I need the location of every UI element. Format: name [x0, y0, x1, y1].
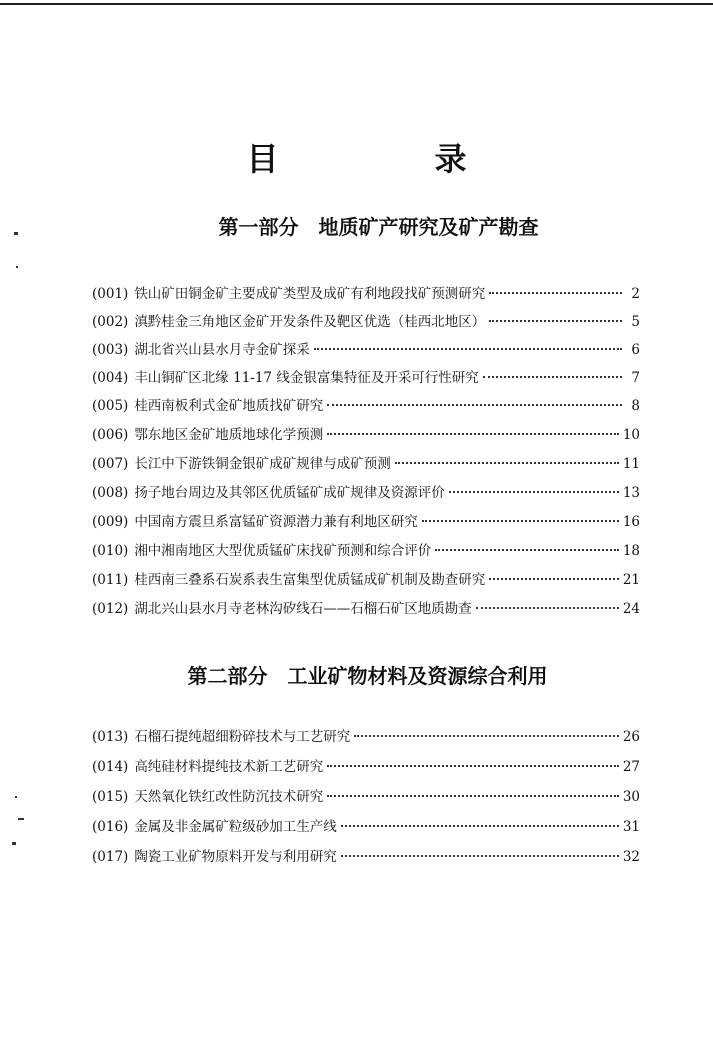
entry-number: (017): [92, 849, 129, 865]
section-heading-2: 第二部分 工业矿物材料及资源综合利用: [187, 664, 548, 688]
toc-entry[interactable]: [92, 336, 640, 364]
entry-number: (012): [92, 601, 129, 617]
entry-number: (004): [92, 370, 129, 386]
toc-entry[interactable]: [92, 537, 640, 566]
entry-page: 24: [622, 601, 640, 617]
entry-title: 高纯硅材料提纯技术新工艺研究: [134, 759, 324, 775]
entry-number: (016): [92, 819, 129, 835]
leader-dots: [435, 549, 619, 551]
toc-entry[interactable]: [92, 421, 640, 450]
toc-entry[interactable]: [92, 392, 640, 421]
toc-entry[interactable]: [92, 364, 640, 392]
entry-page: 8: [631, 398, 640, 414]
entry-number: (007): [92, 456, 129, 472]
entry-page: 21: [622, 572, 640, 588]
leader-dots: [489, 292, 622, 294]
toc-entry[interactable]: [92, 812, 640, 842]
toc-entry[interactable]: [92, 308, 640, 336]
leader-dots: [422, 520, 619, 522]
entry-title: 丰山铜矿区北缘 11-17 线金银富集特征及开采可行性研究: [134, 370, 479, 386]
scan-mark: [12, 842, 16, 845]
entry-page: 7: [631, 370, 640, 386]
entry-page: 2: [631, 286, 640, 302]
leader-dots: [476, 607, 619, 609]
entry-page: 11: [622, 456, 640, 472]
toc-entry[interactable]: [92, 595, 640, 624]
leader-dots: [327, 795, 619, 797]
toc-entry[interactable]: [92, 782, 640, 812]
entry-number: (006): [92, 427, 129, 443]
section-heading-1: 第一部分 地质矿产研究及矿产勘查: [218, 215, 539, 239]
scan-mark: [15, 796, 17, 798]
entry-number: (009): [92, 514, 129, 530]
entry-page: 18: [622, 543, 640, 559]
entry-page: 6: [631, 342, 640, 358]
entry-title: 桂西南板利式金矿地质找矿研究: [134, 398, 324, 414]
entry-title: 陶瓷工业矿物原料开发与利用研究: [134, 849, 337, 865]
entry-page: 27: [622, 759, 640, 775]
toc-list-part-1: [92, 280, 640, 624]
leader-dots: [341, 825, 619, 827]
entry-title: 石榴石提纯超细粉碎技术与工艺研究: [134, 729, 351, 745]
entry-title: 金属及非金属矿粒级砂加工生产线: [134, 819, 337, 835]
entry-title: 铁山矿田铜金矿主要成矿类型及成矿有利地段找矿预测研究: [134, 286, 486, 302]
entry-number: (001): [92, 286, 129, 302]
toc-entry[interactable]: [92, 450, 640, 479]
entry-title: 鄂东地区金矿地质地球化学预测: [134, 427, 324, 443]
entry-title: 滇黔桂金三角地区金矿开发条件及靶区优选（桂西北地区）: [134, 314, 486, 330]
leader-dots: [395, 462, 619, 464]
entry-title: 湘中湘南地区大型优质锰矿床找矿预测和综合评价: [134, 543, 432, 559]
entry-number: (008): [92, 485, 129, 501]
toc-entry[interactable]: [92, 752, 640, 782]
entry-page: 32: [622, 849, 640, 865]
top-rule: [0, 3, 713, 5]
leader-dots: [327, 404, 622, 406]
entry-page: 10: [622, 427, 640, 443]
scan-mark: [18, 818, 24, 820]
entry-page: 26: [622, 729, 640, 745]
entry-page: 31: [622, 819, 640, 835]
entry-number: (005): [92, 398, 129, 414]
toc-entry[interactable]: [92, 280, 640, 308]
entry-number: (013): [92, 729, 129, 745]
entry-title: 中国南方震旦系富锰矿资源潜力兼有利地区研究: [134, 514, 418, 530]
toc-entry[interactable]: [92, 566, 640, 595]
entry-page: 5: [631, 314, 640, 330]
entry-title: 桂西南三叠系石炭系表生富集型优质锰成矿机制及勘查研究: [134, 572, 486, 588]
entry-title: 湖北省兴山县水月寺金矿探采: [134, 342, 310, 358]
page-title: 目 录: [246, 140, 529, 178]
toc-entry[interactable]: [92, 508, 640, 537]
entry-title: 长江中下游铁铜金银矿成矿规律与成矿预测: [134, 456, 391, 472]
entry-number: (011): [92, 572, 129, 588]
entry-number: (010): [92, 543, 129, 559]
entry-title: 天然氧化铁红改性防沉技术研究: [134, 789, 324, 805]
leader-dots: [489, 320, 622, 322]
entry-title: 湖北兴山县水月寺老林沟矽线石——石榴石矿区地质勘查: [134, 601, 472, 617]
leader-dots: [483, 376, 622, 378]
entry-number: (015): [92, 789, 129, 805]
leader-dots: [314, 348, 622, 350]
entry-page: 13: [622, 485, 640, 501]
leader-dots: [354, 735, 619, 737]
leader-dots: [327, 765, 619, 767]
scan-mark: [16, 266, 18, 268]
entry-number: (002): [92, 314, 129, 330]
leader-dots: [449, 491, 619, 493]
entry-number: (003): [92, 342, 129, 358]
toc-entry[interactable]: [92, 479, 640, 508]
entry-page: 30: [622, 789, 640, 805]
toc-entry[interactable]: [92, 722, 640, 752]
leader-dots: [327, 433, 619, 435]
toc-list-part-2: [92, 722, 640, 872]
toc-entry[interactable]: [92, 842, 640, 872]
leader-dots: [341, 855, 619, 857]
entry-title: 扬子地台周边及其邻区优质锰矿成矿规律及资源评价: [134, 485, 445, 501]
leader-dots: [489, 578, 619, 580]
entry-number: (014): [92, 759, 129, 775]
entry-page: 16: [622, 514, 640, 530]
